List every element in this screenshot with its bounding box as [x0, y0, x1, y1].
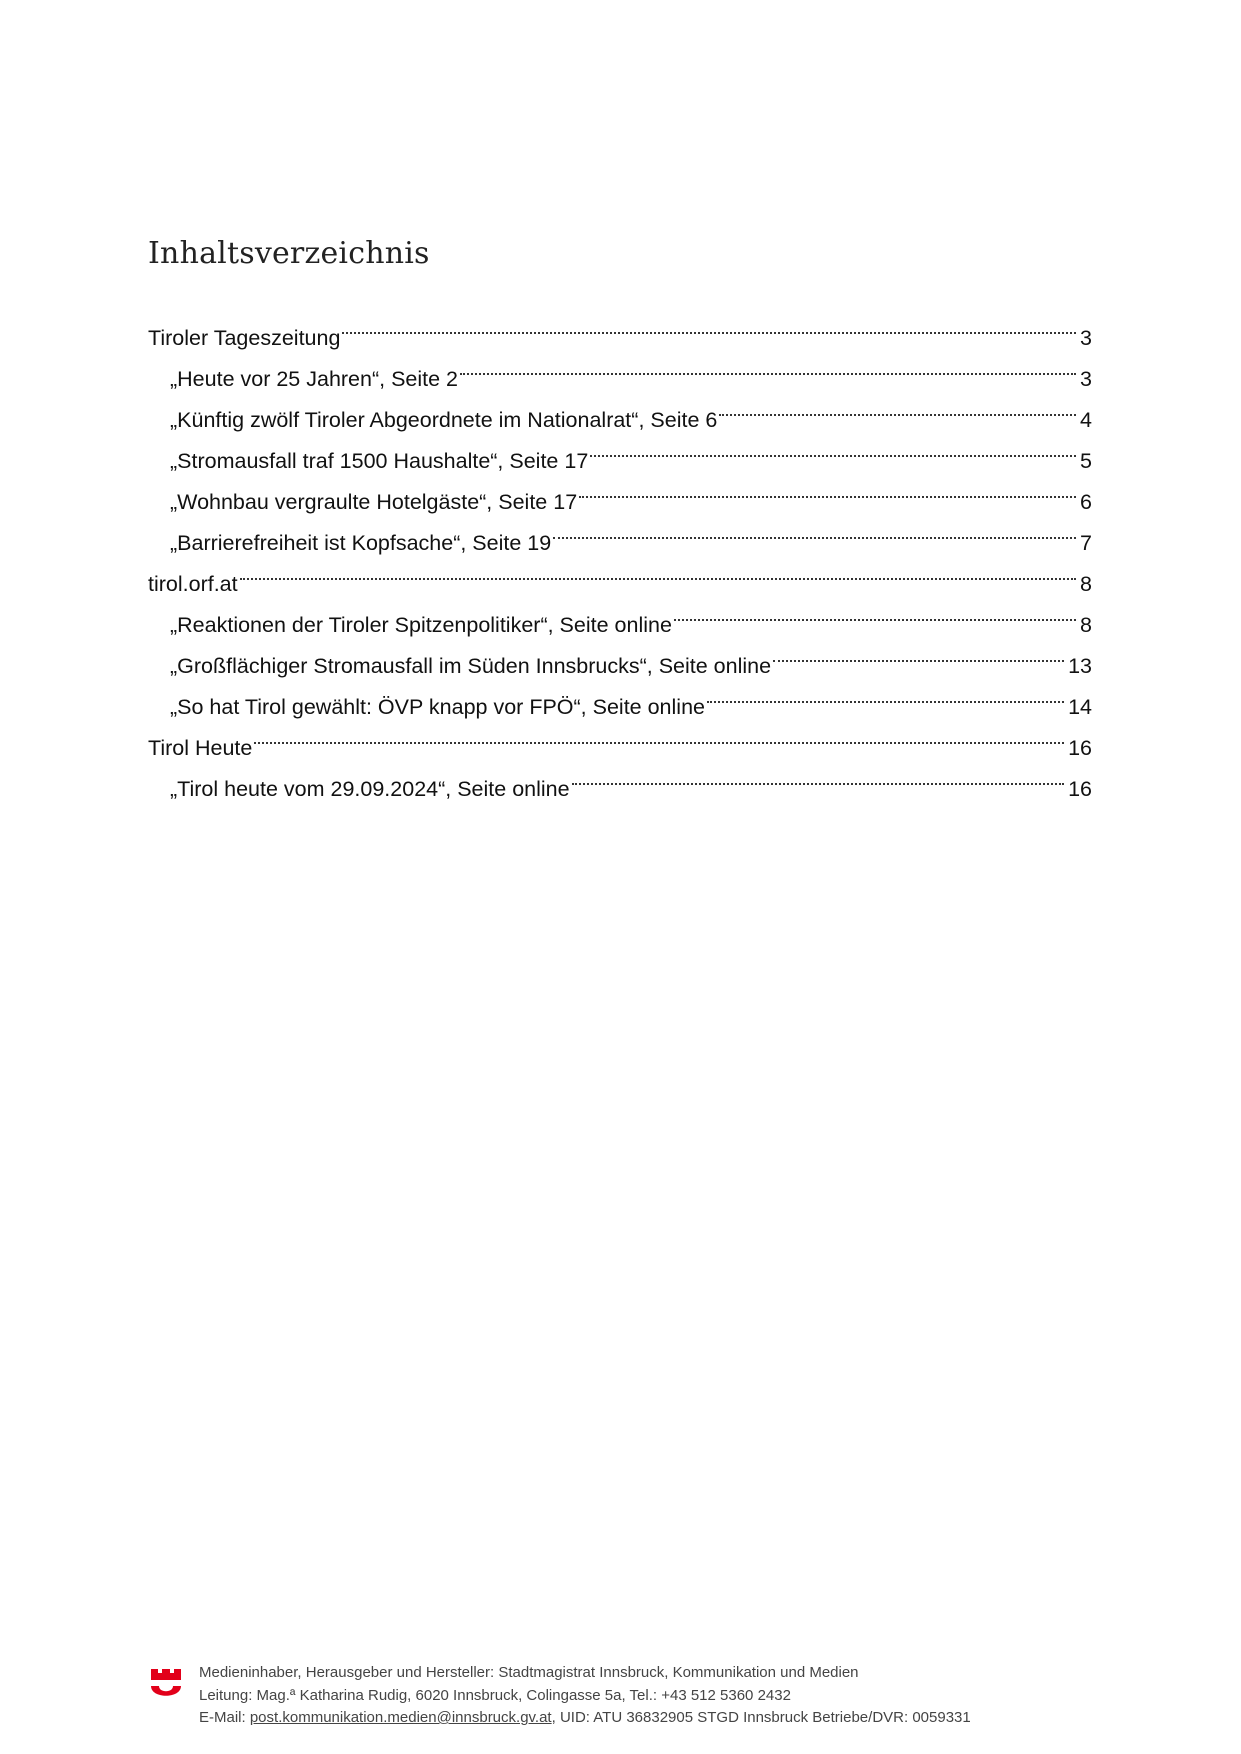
toc-entry-reaktionen-spitzenpolitiker[interactable] — [148, 591, 1092, 637]
toc-entry-tirol-heute-29-09-2024[interactable] — [148, 755, 1092, 801]
toc-entry-title: „Reaktionen der Tiroler Spitzenpolitiker“, Seite online — [170, 613, 672, 637]
toc-entry-so-hat-tirol-gewaehlt[interactable] — [148, 673, 1092, 719]
toc-entry-title: „Künftig zwölf Tiroler Abgeordnete im Nationalrat“, Seite 6 — [170, 408, 718, 432]
toc-entry-page: 3 — [1080, 326, 1092, 350]
toc-entry-title: Tiroler Tageszeitung — [148, 326, 341, 350]
toc-entry-title: „Großflächiger Stromausfall im Süden Innsbrucks“, Seite online — [170, 654, 772, 678]
toc-dot-leader — [773, 632, 1064, 673]
toc-dot-leader — [460, 345, 1076, 386]
footer-imprint — [199, 1662, 971, 1730]
toc-entry-heute-vor-25-jahren[interactable] — [148, 345, 1092, 391]
toc-entry-kuenftig-zwoelf-abgeordnete[interactable] — [148, 386, 1092, 432]
toc-entry-tirol-orf-at[interactable] — [148, 550, 1092, 596]
innsbruck-logo-icon — [150, 1666, 182, 1704]
toc-entry-title: „So hat Tirol gewählt: ÖVP knapp vor FPÖ“, Seite online — [170, 695, 705, 719]
toc-entry-title: „Barrierefreiheit ist Kopfsache“, Seite 19 — [170, 531, 552, 555]
toc-dot-leader — [572, 755, 1065, 796]
toc-dot-leader — [674, 591, 1076, 632]
toc-entry-title: „Wohnbau vergraulte Hotelgäste“, Seite 17 — [170, 490, 578, 514]
toc-entry-page: 16 — [1068, 777, 1092, 801]
footer-email-link[interactable]: post.kommunikation.medien@innsbruck.gv.at — [249, 1709, 552, 1726]
toc-dot-leader — [590, 427, 1076, 468]
toc-entry-title: „Tirol heute vom 29.09.2024“, Seite online — [170, 777, 570, 801]
toc-entry-wohnbau-hotelgaeste[interactable] — [148, 468, 1092, 514]
toc-entry-title: tirol.orf.at — [148, 572, 238, 596]
toc-dot-leader — [707, 673, 1064, 714]
toc-entry-page: 3 — [1080, 367, 1092, 391]
toc-entry-title: „Stromausfall traf 1500 Haushalte“, Seite 17 — [170, 449, 589, 473]
toc-entry-page: 13 — [1068, 654, 1092, 678]
footer-line-management: Leitung: Mag.ª Katharina Rudig, 6020 Innsbruck, Colingasse 5a, Tel.: +43 512 5360 2432 — [199, 1686, 791, 1704]
toc-dot-leader — [254, 714, 1064, 755]
footer-line-publisher: Medieninhaber, Herausgeber und Hersteller: Stadtmagistrat Innsbruck, Kommunikation und Medien — [199, 1664, 859, 1681]
page-footer — [150, 1662, 1100, 1732]
toc-list — [148, 304, 1092, 801]
toc-dot-leader — [342, 304, 1076, 345]
toc-entry-page: 8 — [1080, 613, 1092, 637]
toc-heading: Inhaltsverzeichnis — [148, 236, 430, 271]
toc-entry-stromausfall-1500-haushalte[interactable] — [148, 427, 1092, 473]
toc-entry-page: 8 — [1080, 572, 1092, 596]
footer-uid-text: , UID: ATU 36832905 STGD Innsbruck Betriebe/DVR: 0059331 — [551, 1709, 971, 1726]
footer-line-contact — [199, 1707, 971, 1730]
toc-entry-page: 6 — [1080, 490, 1092, 514]
toc-entry-tirol-heute[interactable] — [148, 714, 1092, 760]
toc-dot-leader — [579, 468, 1076, 509]
toc-entry-page: 7 — [1080, 531, 1092, 555]
toc-entry-page: 16 — [1068, 736, 1092, 760]
toc-entry-title: „Heute vor 25 Jahren“, Seite 2 — [170, 367, 459, 391]
toc-entry-barrierefreiheit[interactable] — [148, 509, 1092, 555]
toc-dot-leader — [240, 550, 1076, 591]
toc-entry-grossflaechiger-stromausfall[interactable] — [148, 632, 1092, 678]
toc-entry-page: 5 — [1080, 449, 1092, 473]
toc-entry-page: 4 — [1080, 408, 1092, 432]
footer-email-label: E-Mail: — [199, 1709, 250, 1726]
toc-dot-leader — [553, 509, 1076, 550]
toc-dot-leader — [719, 386, 1076, 427]
toc-entry-title: Tirol Heute — [148, 736, 253, 760]
toc-entry-page: 14 — [1068, 695, 1092, 719]
toc-entry-tiroler-tageszeitung[interactable] — [148, 304, 1092, 350]
